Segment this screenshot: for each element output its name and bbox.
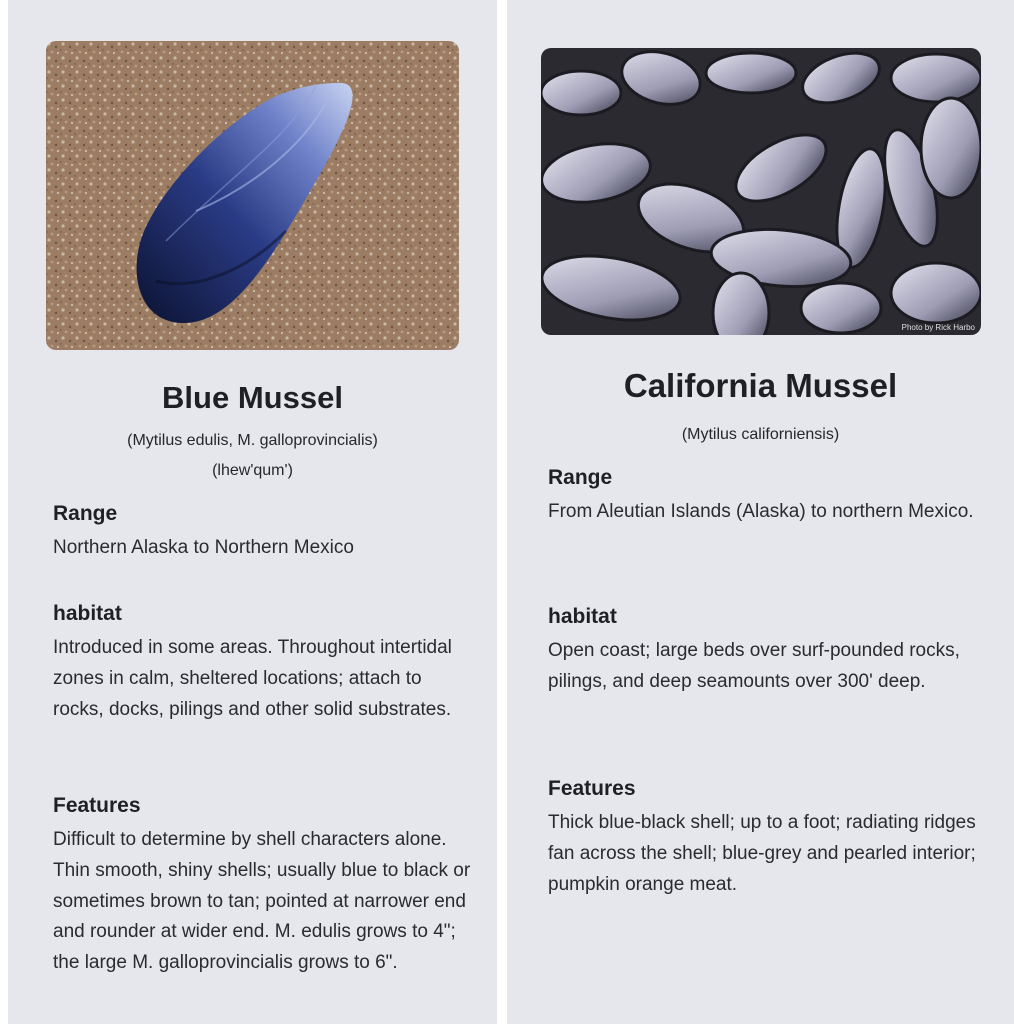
section-heading: Features — [53, 794, 141, 817]
section-habitat — [53, 599, 473, 725]
section-body: Open coast; large beds over surf-pounded rocks, pilings, and deep seamounts over 300' deep. — [548, 640, 960, 692]
section-heading: Features — [548, 777, 636, 800]
species-card-blue-mussel — [8, 0, 497, 1024]
species-card-california-mussel — [507, 0, 1014, 1024]
section-heading: habitat — [548, 605, 617, 628]
scientific-name: (Mytilus edulis, M. galloprovincialis) — [127, 432, 378, 449]
species-common-name: California Mussel — [623, 367, 898, 404]
species-common-name: Blue Mussel — [162, 380, 343, 415]
section-range — [53, 499, 473, 564]
blue-mussel-photo — [46, 41, 459, 350]
section-range — [548, 463, 988, 528]
native-name: (lhew'qum') — [212, 462, 293, 479]
mussel-image-icon — [46, 41, 459, 350]
california-mussel-photo — [541, 48, 981, 335]
section-heading: habitat — [53, 602, 122, 625]
section-body: From Aleutian Islands (Alaska) to northern Mexico. — [548, 501, 974, 522]
section-body: Introduced in some areas. Throughout intertidal zones in calm, sheltered locations; attach to rocks, docks, pilings and other solid substrates. — [53, 637, 452, 720]
section-heading: Range — [53, 502, 118, 525]
species-scientific-names — [8, 426, 497, 486]
section-body: Northern Alaska to Northern Mexico — [53, 537, 354, 558]
section-body: Thick blue-black shell; up to a foot; radiating ridges fan across the shell; blue-grey and pearled interior; pumpkin orange meat. — [548, 812, 976, 895]
section-heading: Range — [548, 466, 613, 489]
section-features — [53, 791, 473, 979]
species-scientific-names — [507, 420, 1014, 450]
scientific-name: (Mytilus californiensis) — [681, 426, 840, 443]
section-features — [548, 774, 988, 900]
section-habitat — [548, 602, 988, 698]
mussel-bed-image-icon — [541, 48, 981, 335]
section-body: Difficult to determine by shell characters alone. Thin smooth, shiny shells; usually blue to black or sometimes brown to tan; pointed at narrower end and rounder at wider end. M. edulis grows to 4"; the large M. galloprovincialis grows to 6". — [53, 829, 471, 974]
photo-credit: Photo by Rick Harbo — [901, 323, 975, 332]
